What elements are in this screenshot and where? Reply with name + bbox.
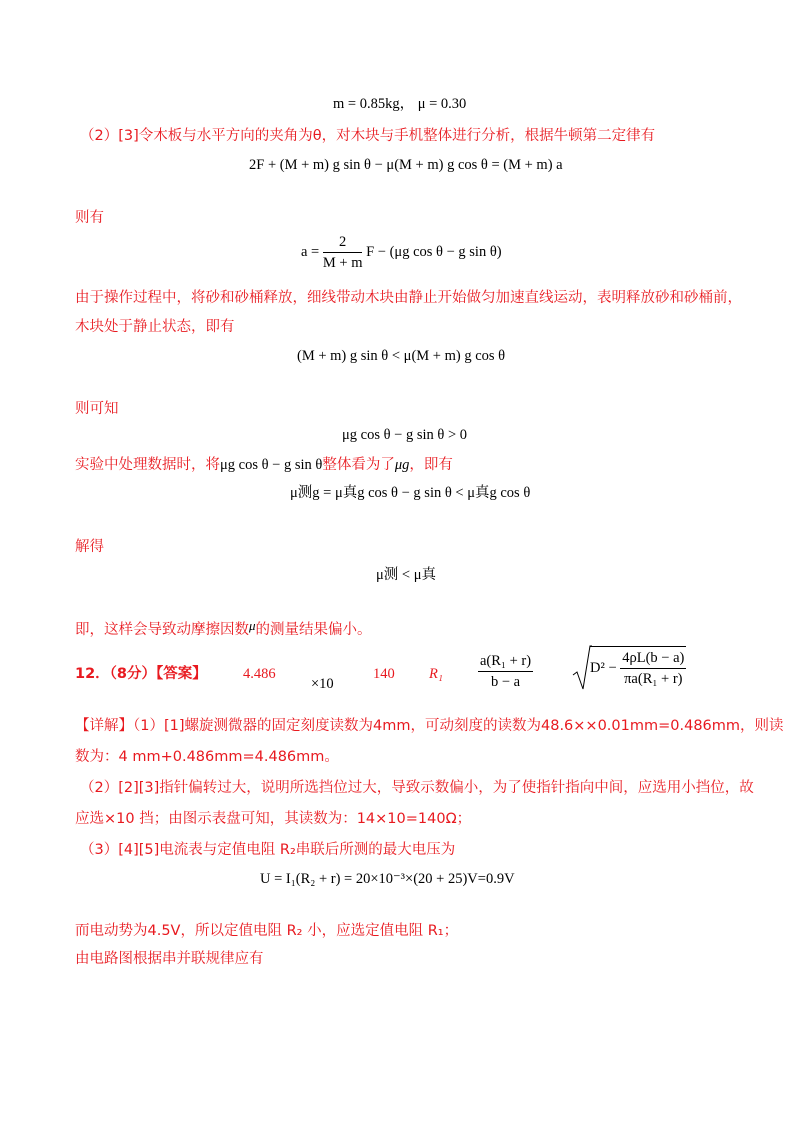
- detail-line4: 应选×10 挡；由图示表盘可知，其读数为：14×10=140Ω；: [75, 811, 472, 827]
- answer-micrometer: 4.486: [243, 666, 276, 682]
- measured-mu-equation: μ测g = μ真g cos θ − g sin θ < μ真g cos θ: [290, 485, 531, 501]
- answer-fraction: $\frac{\text{a(R₁ + r)}}{b - a}$: [480, 653, 532, 690]
- detail-line5: （3）[4][5]电流表与定值电阻 R₂串联后所测的最大电压为: [80, 842, 456, 858]
- question12-answer-label: 12．（8分）【答案】: [75, 666, 207, 682]
- acceleration-equation: a = $\frac{2}{M + m}$ F − (μg cos θ − g sin θ): [301, 234, 502, 271]
- mu-comparison: μ测 < μ真: [376, 567, 436, 583]
- detail-line3: （2）[2][3]指针偏转过大，说明所选挡位过大，导致示数偏小，为了使指针指向中间，应选用小挡位，故: [80, 780, 754, 796]
- emf-line: 而电动势为4.5V，所以定值电阻 R₂ 小，应选定值电阻 R₁；: [75, 923, 459, 939]
- jiede-label: 解得: [75, 539, 104, 555]
- detail-line2: 数为：4 mm+0.486mm=4.486mm。: [75, 749, 339, 765]
- answer-resistance: 140: [373, 666, 395, 682]
- conclusion-line: 即，这样会导致动摩擦因数μ的测量结果偏小。: [75, 618, 372, 638]
- sqrt-symbol-icon: [572, 645, 592, 691]
- newton-equation: 2F + (M + m) g sin θ − μ(M + m) g cos θ = (M + m) a: [249, 157, 563, 173]
- detail-line1: 【详解】（1）[1]螺旋测微器的固定刻度读数为4mm，可动刻度的读数为48.6××0.01mm=0.486mm，则读: [75, 718, 784, 734]
- mass-friction-result: m = 0.85kg， μ = 0.30: [333, 96, 467, 112]
- experiment-processing-line: 实验中处理数据时，将μg cos θ − g sin θ整体看为了μg，即有: [75, 457, 453, 473]
- release-paragraph-line1: 由于操作过程中，将砂和砂桶释放，细线带动木块由静止开始做匀加速直线运动，表明释放砂和砂桶前，: [75, 290, 742, 306]
- static-condition-equation: (M + m) g sin θ < μ(M + m) g cos θ: [297, 348, 506, 364]
- part2-intro: （2）[3]令木板与水平方向的夹角为θ，对木块与手机整体进行分析，根据牛顿第二定律有: [80, 128, 656, 144]
- answer-range-x10: ×10: [311, 676, 334, 692]
- circuit-rule-line: 由电路图根据串并联规律应有: [75, 951, 264, 967]
- inequality-equation: μg cos θ − g sin θ > 0: [342, 427, 468, 443]
- zeyou-label: 则有: [75, 210, 104, 226]
- zekezhi-label: 则可知: [75, 401, 119, 417]
- acceleration-fraction: $\frac{2}{M + m}$: [322, 234, 363, 271]
- answer-resistor-choice: R₁: [429, 666, 443, 682]
- release-paragraph-line2: 木块处于静止状态，即有: [75, 319, 235, 335]
- max-voltage-equation: U = I₁(R₂ + r) = 20×10⁻³×(20 + 25)V=0.9V: [260, 871, 515, 887]
- answer-sqrt-expression: D² − $\frac{4\rho L(b - a)}{\text{πa(R₁ + r)}}$: [572, 645, 686, 691]
